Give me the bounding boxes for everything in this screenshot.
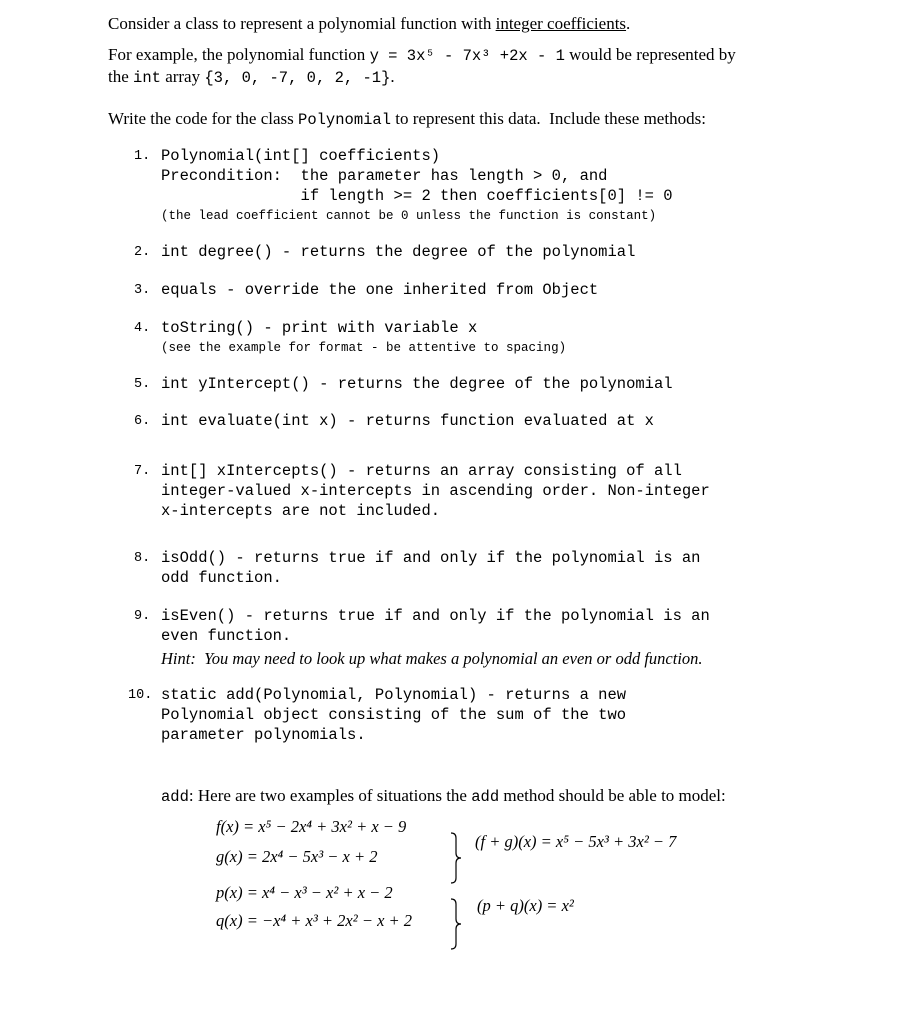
method-line: int degree() - returns the degree of the polynomial [161,243,636,261]
intro-text: For example, the polynomial function [108,45,370,64]
equation-q: q(x) = −x⁴ + x³ + 2x² − x + 2 [216,911,413,930]
intro-line-4 [108,110,706,129]
add-section-label [161,787,726,806]
method-line: equals - override the one inherited from Object [161,281,599,299]
method-number: 4. [134,321,151,336]
method-number: 3. [134,283,151,298]
add-code: add [161,788,189,806]
intro-text: Write the code for the class [108,109,299,128]
method-note: (the lead coefficient cannot be 0 unless the function is constant) [161,209,657,223]
intro-text: to represent this data. Include these methods: [391,109,706,128]
intro-text: Consider a class to represent a polynomial function with [108,14,496,33]
method-number: 9. [134,609,151,624]
equation-p-plus-q: (p + q)(x) = x² [477,896,574,915]
method-line: if length >= 2 then coefficients[0] != 0 [161,187,673,205]
method-hint: Hint: You may need to look up what makes a polynomial an even or odd function. [161,649,703,668]
method-line: parameter polynomials. [161,726,366,744]
add-code: add [471,788,500,806]
intro-text: would be represented by [564,45,736,64]
intro-line-1 [108,15,630,32]
equation-f: f(x) = x⁵ − 2x⁴ + 3x² + x − 9 [216,817,407,836]
method-line: Precondition: the parameter has length > 0, and [161,167,608,185]
method-number: 10. [128,688,153,703]
method-line: Polynomial object consisting of the sum of the two [161,706,627,724]
method-number: 7. [134,464,151,479]
intro-line-2 [108,46,736,65]
add-label-text: : Here are two examples of situations the [188,786,472,805]
example-function-code: y = 3x⁵ - 7x³ +2x - 1 [369,47,565,65]
equation-g: g(x) = 2x⁴ − 5x³ − x + 2 [216,847,378,866]
method-line: integer-valued x-intercepts in ascending order. Non-integer [161,482,710,500]
method-line: x-intercepts are not included. [161,502,441,520]
equation-f-plus-g: (f + g)(x) = x⁵ − 5x³ + 3x² − 7 [475,832,677,851]
method-number: 1. [134,149,151,164]
method-number: 2. [134,245,151,260]
intro-text: array [160,67,205,86]
intro-line-3 [108,68,395,87]
method-line: int yIntercept() - returns the degree of the polynomial [161,375,673,393]
example-array-code: {3, 0, -7, 0, 2, -1} [204,69,391,87]
method-line: isEven() - returns true if and only if the polynomial is an [161,607,710,625]
method-line: Polynomial(int[] coefficients) [161,147,441,165]
method-line: static add(Polynomial, Polynomial) - returns a new [161,686,627,704]
right-brace-icon [440,815,463,887]
method-line: int evaluate(int x) - returns function evaluated at x [161,412,654,430]
method-line: even function. [161,627,292,645]
intro-text: . [390,67,395,86]
underlined-phrase: integer coefficients [495,14,627,33]
method-line: int[] xIntercepts() - returns an array consisting of all [161,462,682,480]
intro-text: the [108,67,134,86]
method-note: (see the example for format - be attentive to spacing) [161,341,567,355]
class-name-code: Polynomial [298,111,392,129]
right-brace-icon [440,881,463,953]
method-number: 8. [134,551,151,566]
method-number: 6. [134,414,151,429]
method-number: 5. [134,377,151,392]
equation-p: p(x) = x⁴ − x³ − x² + x − 2 [216,883,393,902]
method-line: odd function. [161,569,282,587]
int-keyword: int [133,69,161,87]
method-line: toString() - print with variable x [161,319,478,337]
intro-text: . [626,14,631,33]
method-line: isOdd() - returns true if and only if the polynomial is an [161,549,701,567]
add-label-text: method should be able to model: [499,786,726,805]
